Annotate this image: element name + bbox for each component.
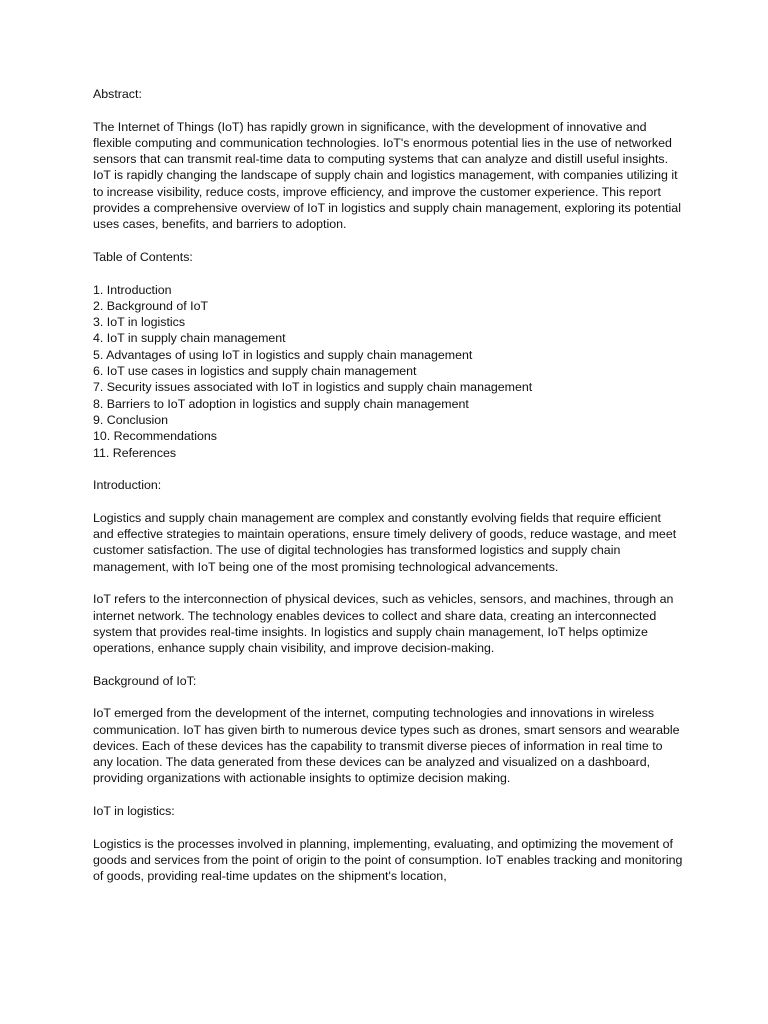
background-heading: Background of IoT: — [93, 673, 197, 688]
toc-item: 11. References — [93, 445, 177, 460]
toc-item: 5. Advantages of using IoT in logistics and supply chain management — [93, 347, 473, 362]
toc-item: 3. IoT in logistics — [93, 315, 186, 330]
toc-item: 4. IoT in supply chain management — [93, 331, 286, 346]
logistics-heading: IoT in logistics: — [93, 804, 175, 819]
abstract-heading: Abstract: — [93, 87, 142, 101]
toc-item: 9. Conclusion — [93, 412, 169, 427]
introduction-heading: Introduction: — [93, 478, 162, 493]
introduction-paragraph: IoT refers to the interconnection of physical devices, such as vehicles, sensors, and machines, through an internet network. The technology enables devices to collect and share data, creating an interconnected system that provides real-time insights. In logistics and supply chain management, IoT helps optimize operations, enhance supply chain visibility, and improve decision-making. — [93, 592, 674, 656]
introduction-paragraph: Logistics and supply chain management are complex and constantly evolving fields that require efficient and effective strategies to maintain operations, ensure timely delivery of goods, reduce wastage, and meet customer satisfaction. The use of digital technologies has transformed logistics and supply chain management, with IoT being one of the most promising technological advancements. — [93, 510, 677, 574]
toc-item: 6. IoT use cases in logistics and supply chain management — [93, 364, 417, 379]
toc-item: 1. Introduction — [93, 282, 172, 297]
toc-item: 7. Security issues associated with IoT in logistics and supply chain management — [93, 380, 533, 395]
table-of-contents — [93, 282, 683, 461]
toc-item: 2. Background of IoT — [93, 298, 209, 313]
toc-item: 10. Recommendations — [93, 429, 217, 444]
abstract-body: The Internet of Things (IoT) has rapidly grown in significance, with the development of innovative and flexible computing and communication technologies. IoT's enormous potential lies in the use of networked sensors that can transmit real-time data to computing systems that can analyze and distill useful insights. IoT is rapidly changing the landscape of supply chain and logistics management, with companies utilizing it to increase visibility, reduce costs, improve efficiency, and improve the customer experience. This report provides a comprehensive overview of IoT in logistics and supply chain management, exploring its potential uses cases, benefits, and barriers to adoption. — [93, 119, 681, 232]
background-body: IoT emerged from the development of the internet, computing technologies and innovations in wireless communication. IoT has given birth to numerous device types such as drones, smart sensors and wearable devices. Each of these devices has the capability to transmit diverse pieces of information in real time to any location. The data generated from these devices can be analyzed and visualized on a dashboard, providing organizations with actionable insights to optimize decision making. — [93, 706, 680, 786]
toc-heading: Table of Contents: — [93, 249, 193, 264]
toc-item: 8. Barriers to IoT adoption in logistics and supply chain management — [93, 396, 469, 411]
logistics-body: Logistics is the processes involved in planning, implementing, evaluating, and optimizing the movement of goods and services from the point of origin to the point of consumption. IoT enables tracking and monitoring of goods, providing real-time updates on the shipment's location, — [93, 836, 683, 884]
document-page — [93, 86, 683, 901]
